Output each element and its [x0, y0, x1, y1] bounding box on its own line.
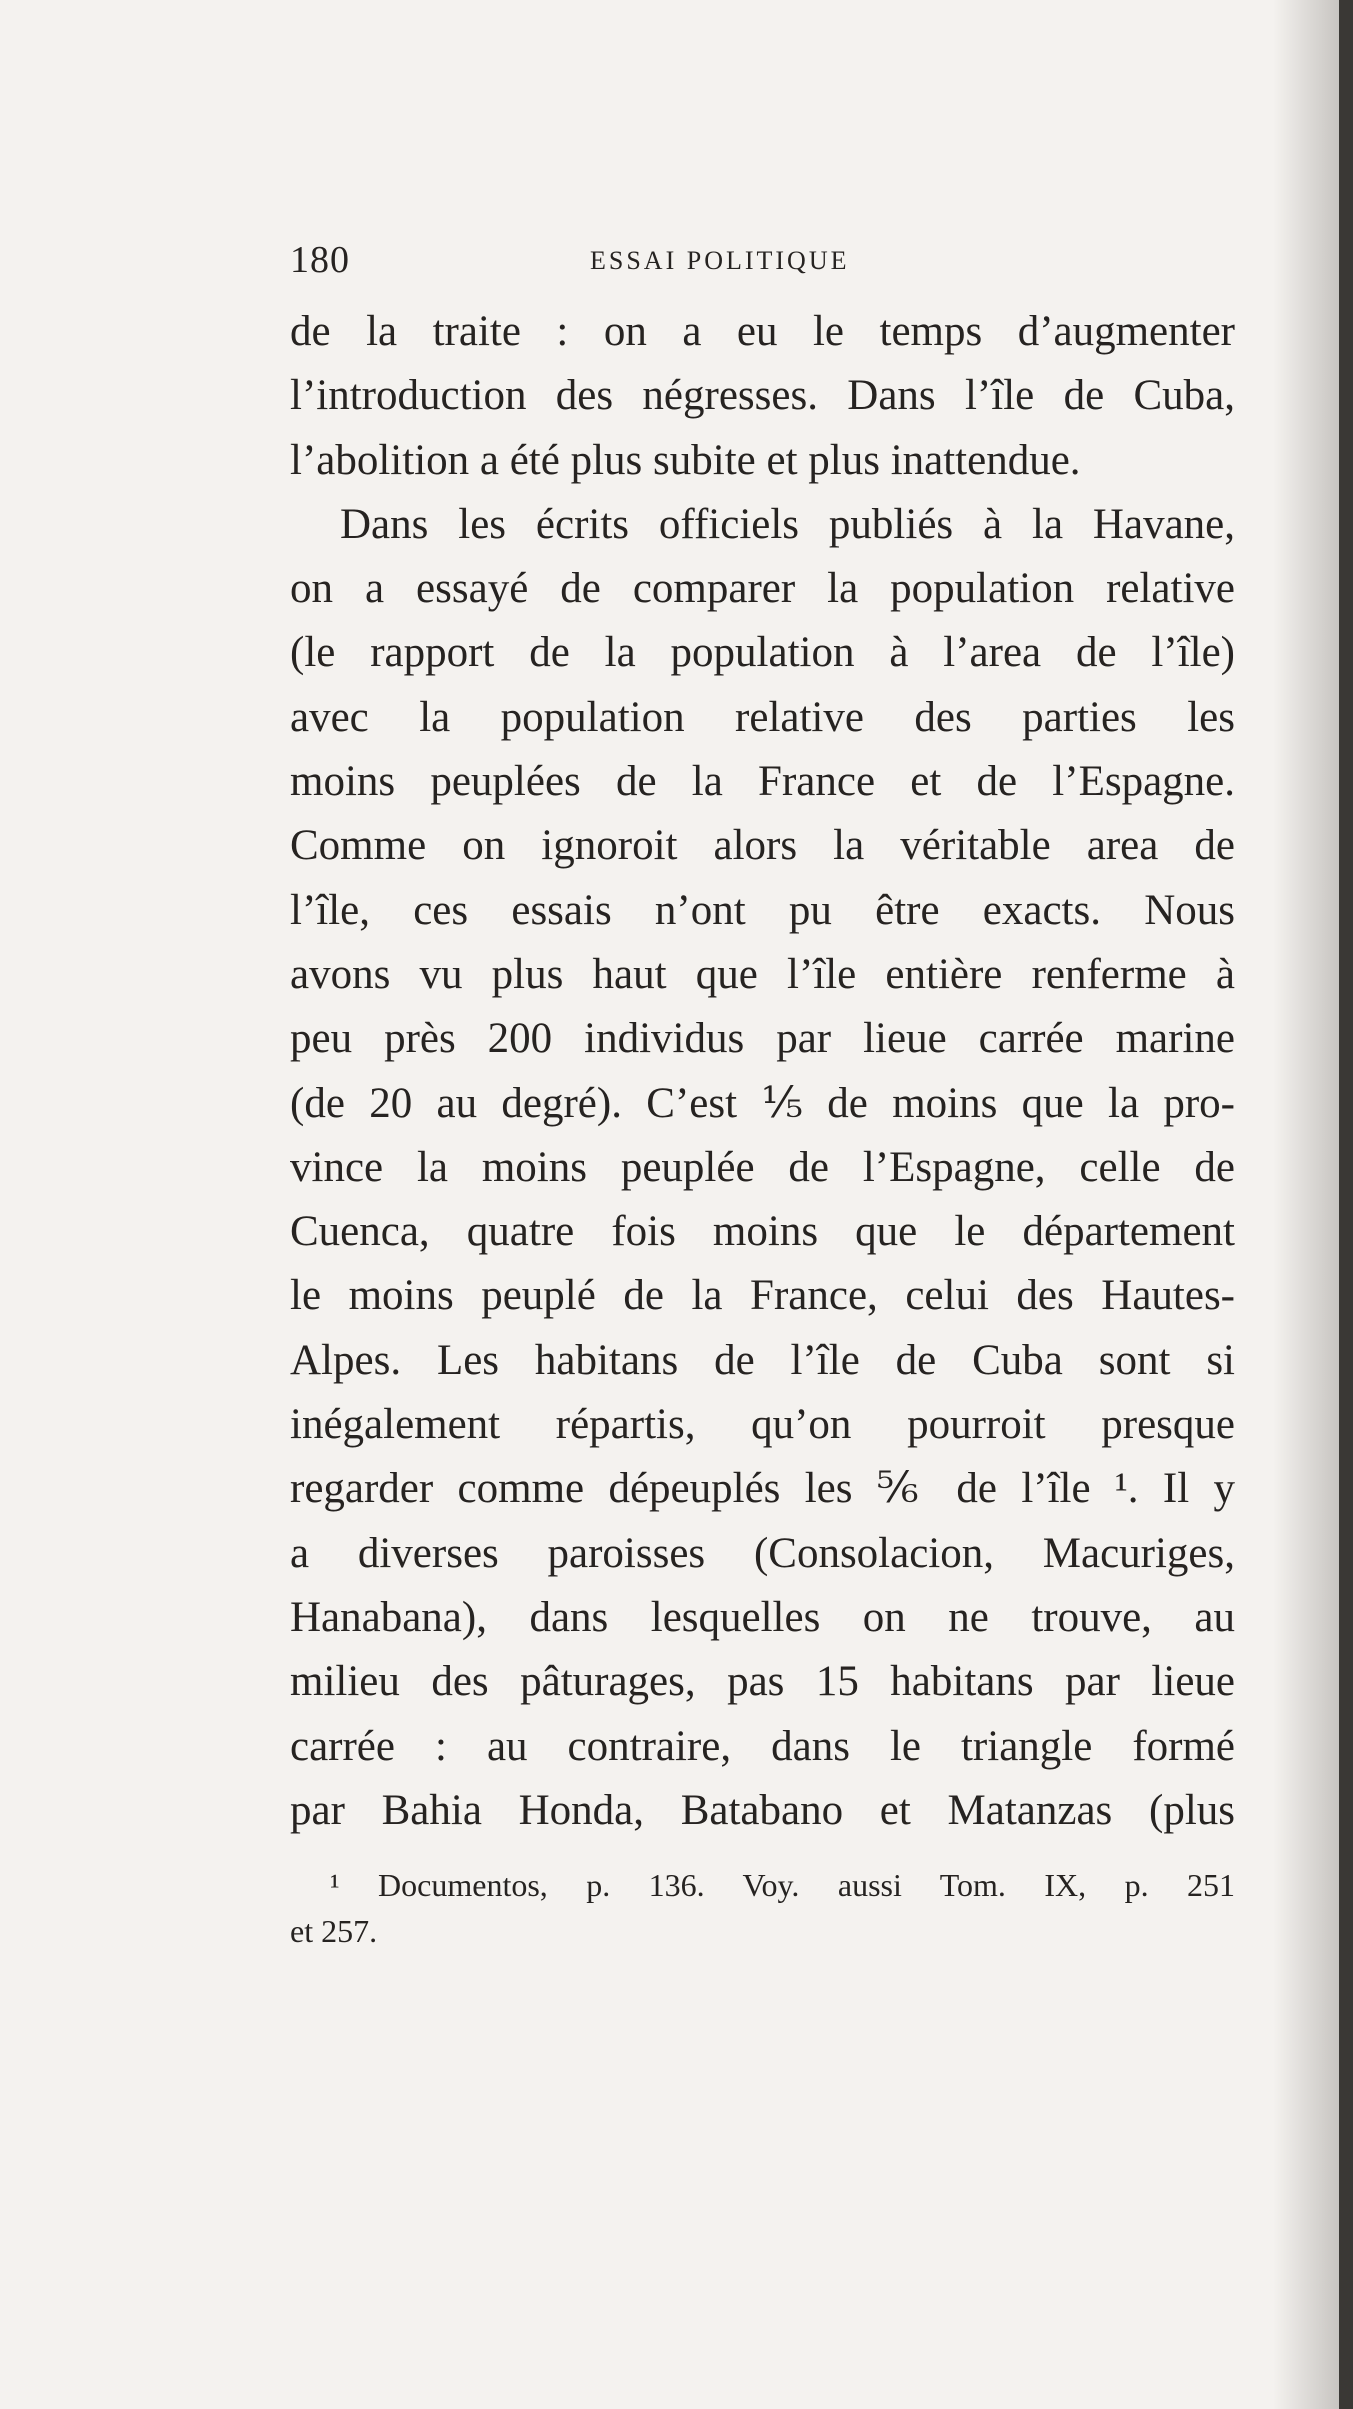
footnote-line: et 257. — [290, 1913, 378, 1949]
text-line: (le rapport de la population à l’area de l’île) — [290, 629, 1235, 677]
text-line: on a essayé de comparer la population relative — [290, 565, 1235, 613]
text-line: l’île, ces essais n’ont pu être exacts. Nous — [290, 886, 1235, 934]
text-line: avons vu plus haut que l’île entière renferme à — [290, 950, 1235, 998]
text-line: Cuenca, quatre fois moins que le département — [290, 1208, 1235, 1256]
text-line: avec la population relative des parties les — [290, 693, 1235, 741]
text-line: le moins peuplé de la France, celui des Hautes- — [290, 1272, 1235, 1320]
text-line: milieu des pâturages, pas 15 habitans par lieue — [290, 1658, 1235, 1706]
page-edge — [1339, 0, 1353, 2409]
text-line: Comme on ignoroit alors la véritable area de — [290, 822, 1235, 870]
text-line: regarder comme dépeuplés les ⅚ de l’île ¹. Il y — [290, 1465, 1235, 1513]
text-line: l’abolition a été plus subite et plus inattendue. — [290, 436, 1081, 484]
text-line: Alpes. Les habitans de l’île de Cuba sont si — [290, 1336, 1235, 1384]
text-line: a diverses paroisses (Consolacion, Macuriges, — [290, 1529, 1235, 1577]
body-text — [290, 300, 1235, 1843]
text-line: peu près 200 individus par lieue carrée marine — [290, 1015, 1235, 1063]
text-line: l’introduction des négresses. Dans l’île de Cuba, — [290, 372, 1235, 420]
text-line: vince la moins peuplée de l’Espagne, celle de — [290, 1143, 1235, 1191]
running-title: ESSAI POLITIQUE — [590, 246, 850, 275]
text-line: Hanabana), dans lesquelles on ne trouve, au — [290, 1593, 1235, 1641]
page-number: 180 — [290, 239, 350, 281]
text-line: de la traite : on a eu le temps d’augmenter — [290, 308, 1235, 355]
footnote — [290, 1862, 1235, 1954]
text-line: inégalement répartis, qu’on pourroit presque — [290, 1401, 1235, 1449]
text-line: carrée : au contraire, dans le triangle formé — [290, 1722, 1235, 1770]
footnote-line: ¹ Documentos, p. 136. Voy. aussi Tom. IX, p. 251 — [330, 1867, 1235, 1903]
text-line: moins peuplées de la France et de l’Espagne. — [290, 758, 1235, 806]
text-line: par Bahia Honda, Batabano et Matanzas (plus — [290, 1786, 1235, 1834]
text-line: Dans les écrits officiels publiés à la Havane, — [340, 500, 1235, 548]
page-header — [290, 238, 1250, 286]
text-line: (de 20 au degré). C’est ⅕ de moins que la pro- — [290, 1079, 1235, 1127]
